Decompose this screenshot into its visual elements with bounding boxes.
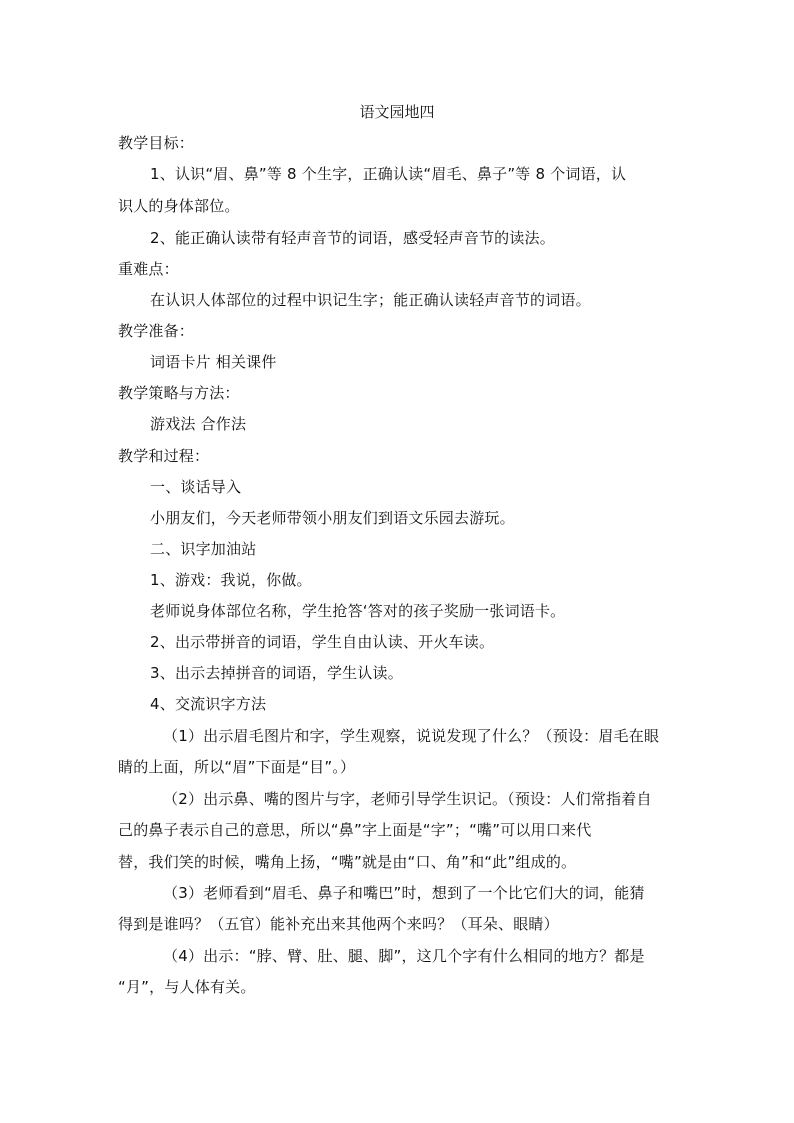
objective-1-line2: 识人的身体部位。: [118, 197, 240, 215]
document-title: 语文园地四: [359, 103, 435, 121]
key-points-heading: 重难点：: [118, 260, 179, 278]
item-2-line3: 替，我们笑的时候，嘴角上扬，“嘴”就是由“口、角”和“此”组成的。: [118, 853, 577, 871]
step-2: 2、出示带拼音的词语，学生自由认读、开火车读。: [150, 633, 495, 651]
strategy-heading: 教学策略与方法：: [118, 384, 240, 402]
preparation-heading: 教学准备：: [118, 322, 195, 340]
section-1-heading: 一、谈话导入: [150, 478, 242, 496]
preparation-text: 词语卡片 相关课件: [150, 353, 277, 371]
item-2-line1: （2）出示鼻、嘴的图片与字，老师引导学生识记。（预设：人们常指着自: [163, 790, 652, 808]
item-4-line2: “月”，与人体有关。: [118, 978, 256, 996]
process-heading: 教学和过程：: [118, 447, 210, 465]
item-1-line1: （1）出示眉毛图片和字，学生观察，说说发现了什么？（预设：眉毛在眼: [163, 727, 660, 745]
section-1-text: 小朋友们，今天老师带领小朋友们到语文乐园去游玩。: [150, 509, 515, 527]
objectives-heading: 教学目标：: [118, 134, 195, 152]
key-points-text: 在认识人体部位的过程中识记生字；能正确认读轻声音节的词语。: [150, 291, 591, 309]
objective-1-line1: 1、认识“眉、鼻”等 8 个生字，正确认读“眉毛、鼻子”等 8 个词语，认: [150, 165, 627, 183]
step-1-detail: 老师说身体部位名称，学生抢答‘答对的孩子奖励一张词语卡。: [150, 602, 566, 620]
item-3-line2: 得到是谁吗？（五官）能补充出来其他两个来吗？（耳朵、眼睛）: [118, 915, 559, 933]
section-2-heading: 二、识字加油站: [150, 540, 257, 558]
step-4: 4、交流识字方法: [150, 695, 267, 713]
strategy-text: 游戏法 合作法: [150, 415, 247, 433]
item-3-line1: （3）老师看到“眉毛、鼻子和嘴巴”时，想到了一个比它们大的词，能猜: [163, 884, 645, 902]
step-1: 1、游戏：我说，你做。: [150, 571, 312, 589]
item-2-line2: 己的鼻子表示自己的意思，所以“鼻”字上面是“字”；“嘴”可以用口来代: [118, 821, 592, 839]
objective-2: 2、能正确认读带有轻声音节的词语，感受轻声音节的读法。: [150, 229, 555, 247]
step-3: 3、出示去掉拼音的词语，学生认读。: [150, 664, 403, 682]
item-4-line1: （4）出示：“脖、臂、肚、腿、脚”，这几个字有什么相同的地方？都是: [163, 947, 645, 965]
item-1-line2: 睛的上面，所以“眉”下面是“目”。）: [118, 758, 356, 776]
